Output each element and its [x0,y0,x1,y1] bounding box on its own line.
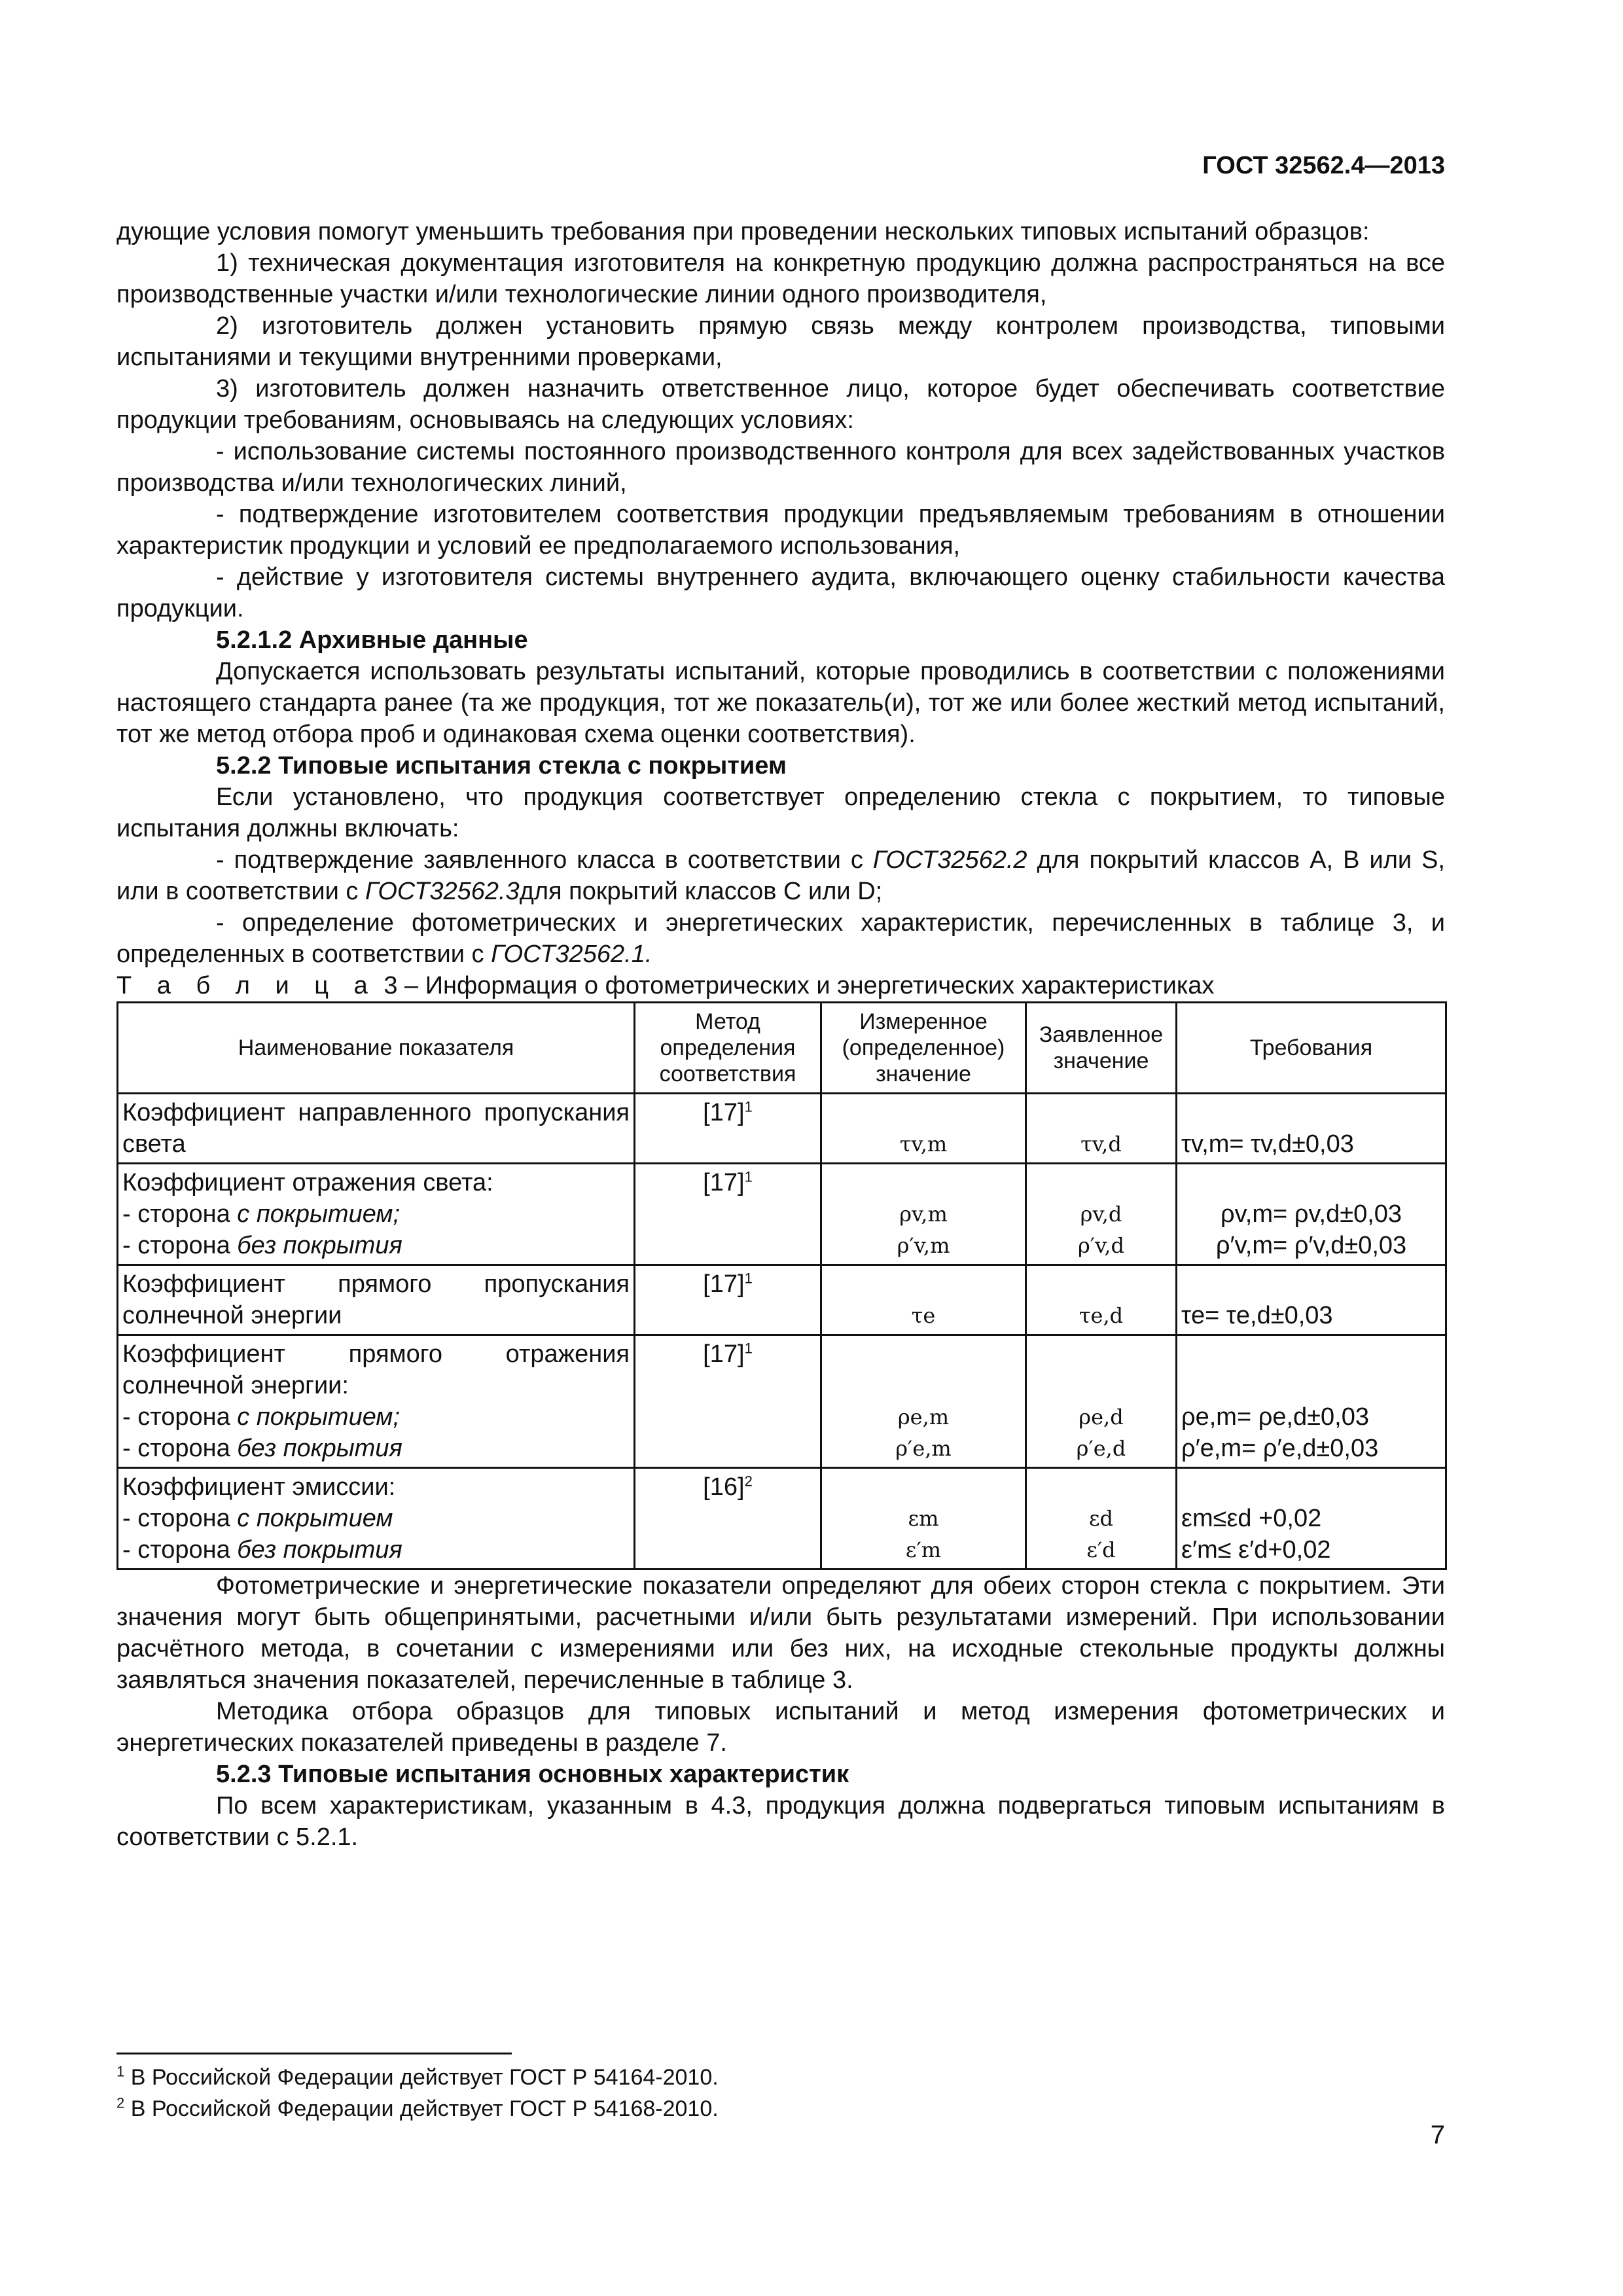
document-id: ГОСТ 32562.4—2013 [1202,152,1445,179]
cell-method: $[17]^1$ [635,1164,821,1265]
paragraph: Фотометрические и энергетические показатели определяют для обеих сторон стекла с покрытием. Эти значения могут быть общепринятыми, расчетными и/или быть результатами измерений. При использовании расчётного метода, в сочетании с измерениями или без них, на исходные стекольные продукты должны заявляться значения показателей, перечисленные в таблице 3. [116,1572,1445,1694]
cell-method: $[17]^1$ [635,1094,821,1164]
cell-declared: τe,d [1026,1265,1177,1335]
footnote-divider [116,2053,512,2054]
cell-requirement: ρe,m= ρe,d±0,03 ρ′e,m= ρ′e,d±0,03 [1177,1335,1446,1468]
standard-reference: ГОСТ32562.2 [872,846,1027,874]
cell-measured: ρv,m ρ′v,m [821,1164,1026,1265]
cell-name: Коэффициент направленного пропускания света [118,1094,635,1164]
cell-measured: ρe,m ρ′e,m [821,1335,1026,1468]
paragraph: Допускается использовать результаты испытаний, которые проводились в соответствии с положениями настоящего стандарта ранее (та же продукция, тот же показатель(и), тот же или более жесткий метод испытаний, тот же метод отбора проб и одинаковая схема оценки соответствия). [116,658,1445,748]
table-header-row [118,1003,1446,1094]
cell-name: Коэффициент эмиссии: - сторона с покрытием - сторона без покрытия [118,1468,635,1570]
list-item: - определение фотометрических и энергетических характеристик, перечисленных в таблице 3, и определенных в соответствии с ГОСТ32562.1. [116,909,1445,968]
table-row [118,1335,1446,1468]
page-body [116,216,1445,1853]
cell-requirement: τe= τe,d±0,03 [1177,1265,1446,1335]
cell-measured: τv,m [821,1094,1026,1164]
cell-requirement: εm≤εd +0,02 ε′m≤ ε′d+0,02 [1177,1468,1446,1570]
column-header-requirements: Требования [1177,1003,1446,1094]
cell-method: $[17]^1$ [635,1265,821,1335]
cell-method: $[16]^2$ [635,1468,821,1570]
paragraph: - подтверждение изготовителем соответствия продукции предъявляемым требованиям в отношении характеристик продукции и условий ее предполагаемого использования, [116,501,1445,560]
section-heading: 5.2.2 Типовые испытания стекла с покрытием [216,752,787,780]
footnote-ref: 1 [744,1270,753,1287]
table-row [118,1164,1446,1265]
paragraph: По всем характеристикам, указанным в 4.3, продукция должна подвергаться типовым испытаниям в соответствии с 5.2.1. [116,1792,1445,1851]
paragraph: Если установлено, что продукция соответствует определению стекла с покрытием, то типовые испытания должны включать: [116,783,1445,842]
cell-requirement: ρv,m= ρv,d±0,03 ρ′v,m= ρ′v,d±0,03 [1177,1164,1446,1265]
section-heading: 5.2.1.2 Архивные данные [216,626,528,654]
paragraph: 1) техническая документация изготовителя на конкретную продукцию должна распространяться на все производственные участки и/или технологические линии одного производителя, [116,249,1445,308]
table-caption: Т а б л и ц а 3 – Информация о фотометрических и энергетических характеристиках [116,972,1215,999]
table-row [118,1265,1446,1335]
column-header-declared: Заявленное значение [1026,1003,1177,1094]
column-header-measured: Измеренное (определенное) значение [821,1003,1026,1094]
cell-declared: εd ε′d [1026,1468,1177,1570]
cell-name: Коэффициент прямого пропускания солнечной энергии [118,1265,635,1335]
footnote: $^1$ В Российской Федерации действует ГОСТ Р 54164-2010. [116,2063,719,2090]
cell-method: $[17]^1$ [635,1335,821,1468]
table-row [118,1094,1446,1164]
cell-measured: εm ε′m [821,1468,1026,1570]
footnote-ref: 1 [744,1340,753,1357]
footnote: $^2$ В Российской Федерации действует ГОСТ Р 54168-2010. [116,2094,719,2121]
cell-measured: τe [821,1265,1026,1335]
cell-declared: τv,d [1026,1094,1177,1164]
paragraph: 3) изготовитель должен назначить ответственное лицо, которое будет обеспечивать соответствие продукции требованиям, основываясь на следующих условиях: [116,375,1445,434]
characteristics-table [116,1001,1447,1570]
table-row [118,1468,1446,1570]
paragraph: - действие у изготовителя системы внутреннего аудита, включающего оценку стабильности качества продукции. [116,564,1445,622]
cell-declared: ρe,d ρ′e,d [1026,1335,1177,1468]
footnote-ref: 1 [744,1098,753,1115]
cell-declared: ρv,d ρ′v,d [1026,1164,1177,1265]
page-number: 7 [1430,2121,1445,2149]
paragraph: Методика отбора образцов для типовых испытаний и метод измерения фотометрических и энергетических показателей приведены в разделе 7. [116,1698,1445,1757]
cell-requirement: τv,m= τv,d±0,03 [1177,1094,1446,1164]
column-header-name: Наименование показателя [118,1003,635,1094]
standard-reference: ГОСТ32562.1. [491,941,652,968]
standard-reference: ГОСТ32562.3 [365,878,520,905]
cell-name: Коэффициент прямого отражения солнечной энергии: - сторона с покрытием; - сторона без покрытия [118,1335,635,1468]
column-header-method: Метод определения соответствия [635,1003,821,1094]
list-item: - подтверждение заявленного класса в соответствии с ГОСТ32562.2 для покрытий классов A, B или S, или в соответствии с ГОСТ32562.3для покрытий классов C или D; [116,846,1445,905]
footnotes [116,2062,719,2125]
section-heading: 5.2.3 Типовые испытания основных характеристик [216,1761,849,1788]
paragraph: 2) изготовитель должен установить прямую связь между контролем производства, типовыми испытаниями и текущими внутренними проверками, [116,312,1445,371]
footnote-ref: 2 [744,1473,753,1490]
footnote-ref: 1 [744,1168,753,1185]
paragraph: дующие условия помогут уменьшить требования при проведении нескольких типовых испытаний образцов: [116,218,1370,245]
paragraph: - использование системы постоянного производственного контроля для всех задействованных участков производства и/или технологических линий, [116,438,1445,497]
cell-name: Коэффициент отражения света: - сторона с покрытием; - сторона без покрытия [118,1164,635,1265]
